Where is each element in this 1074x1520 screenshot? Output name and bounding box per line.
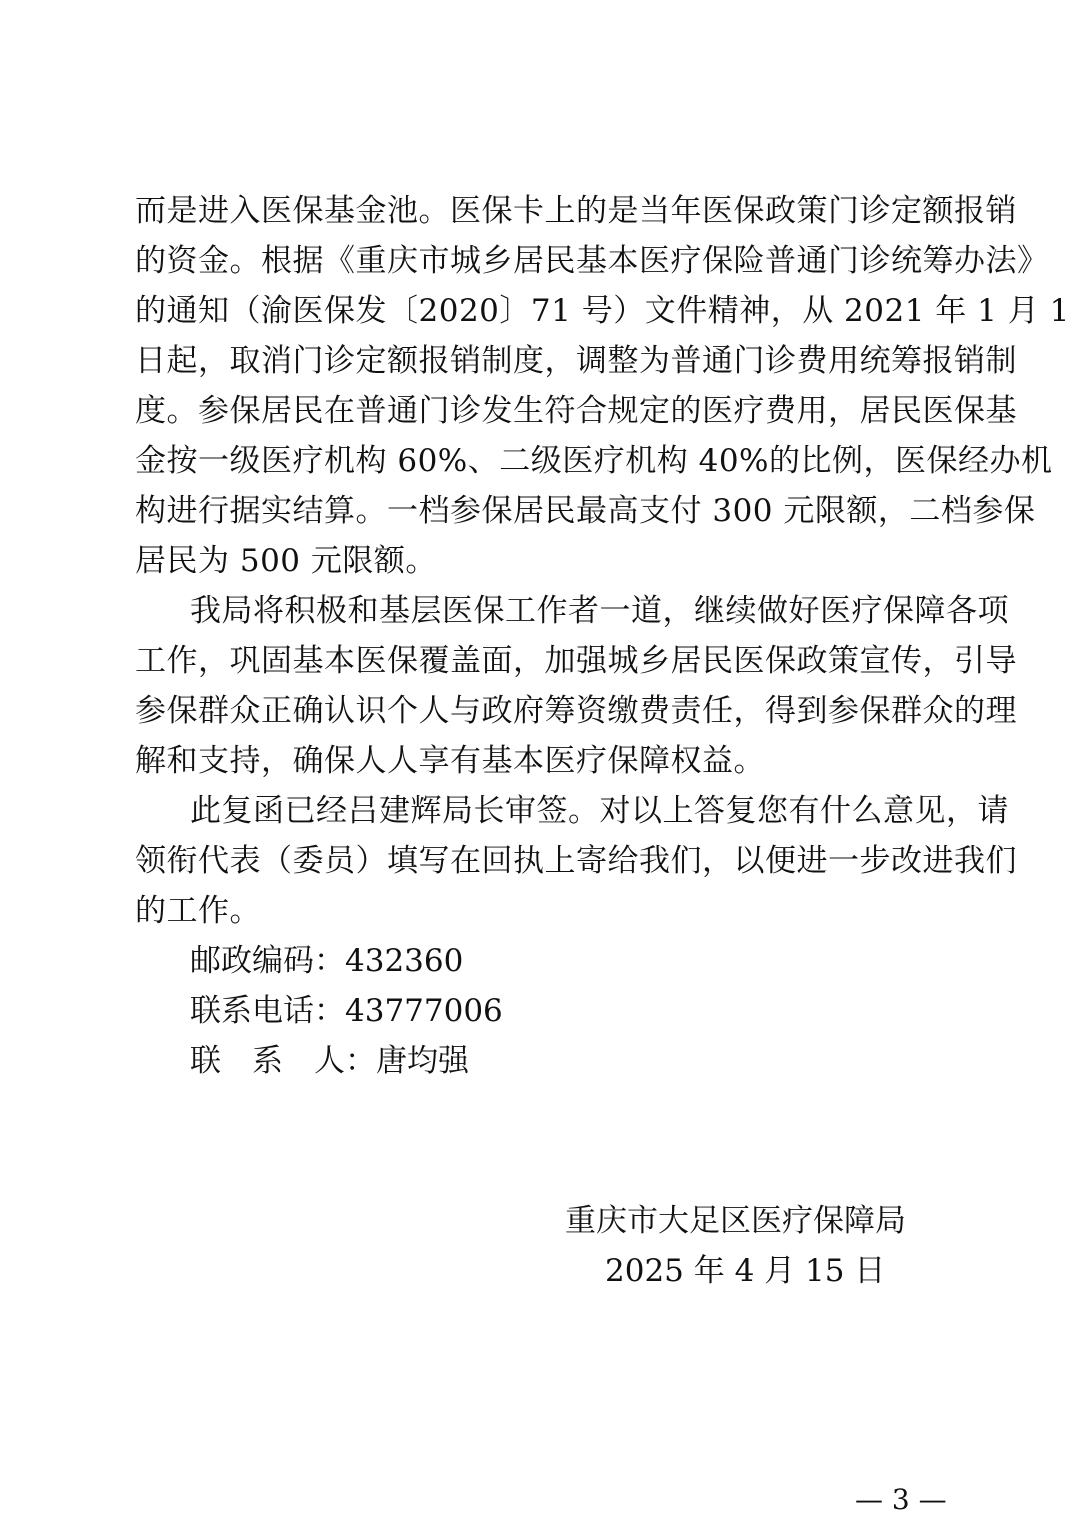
contact-person-label: 联 系 人： bbox=[190, 1043, 376, 1079]
postcode-value: 432360 bbox=[345, 943, 464, 979]
body-line: 此复函已经吕建辉局长审签。对以上答复您有什么意见，请 bbox=[190, 793, 1009, 829]
body-line: 日起，取消门诊定额报销制度，调整为普通门诊费用统筹报销制 bbox=[135, 343, 1017, 379]
body-line: 参保群众正确认识个人与政府筹资缴费责任，得到参保群众的理 bbox=[135, 693, 1017, 729]
body-line: 的工作。 bbox=[135, 893, 261, 929]
phone-label: 联系电话： bbox=[190, 993, 345, 1029]
phone-line bbox=[190, 985, 503, 1037]
body-line: 我局将积极和基层医保工作者一道，继续做好医疗保障各项 bbox=[190, 593, 1009, 629]
body-line: 居民为 500 元限额。 bbox=[135, 543, 437, 579]
body-line: 领衔代表（委员）填写在回执上寄给我们，以便进一步改进我们 bbox=[135, 843, 1017, 879]
postcode-label: 邮政编码： bbox=[190, 943, 345, 979]
signature-date: 2025 年 4 月 15 日 bbox=[605, 1253, 886, 1289]
body-line: 金按一级医疗机构 60%、二级医疗机构 40%的比例，医保经办机 bbox=[135, 443, 1053, 479]
body-line: 构进行据实结算。一档参保居民最高支付 300 元限额，二档参保 bbox=[135, 493, 1036, 529]
contact-person-line bbox=[190, 1035, 469, 1087]
page-number: — 3 — bbox=[855, 1483, 947, 1516]
postcode-line bbox=[190, 935, 463, 987]
body-line: 解和支持，确保人人享有基本医疗保障权益。 bbox=[135, 743, 765, 779]
contact-person-value: 唐均强 bbox=[376, 1043, 469, 1079]
body-line: 而是进入医保基金池。医保卡上的是当年医保政策门诊定额报销 bbox=[135, 193, 1017, 229]
body-line: 工作，巩固基本医保覆盖面，加强城乡居民医保政策宣传，引导 bbox=[135, 643, 1017, 679]
signature-organization: 重庆市大足区医疗保障局 bbox=[565, 1203, 906, 1239]
phone-value: 43777006 bbox=[345, 993, 503, 1029]
body-line: 度。参保居民在普通门诊发生符合规定的医疗费用，居民医保基 bbox=[135, 393, 1017, 429]
body-line: 的资金。根据《重庆市城乡居民基本医疗保险普通门诊统筹办法》 bbox=[135, 243, 1049, 279]
body-line: 的通知（渝医保发〔2020〕71 号）文件精神，从 2021 年 1 月 1 bbox=[135, 293, 1070, 329]
